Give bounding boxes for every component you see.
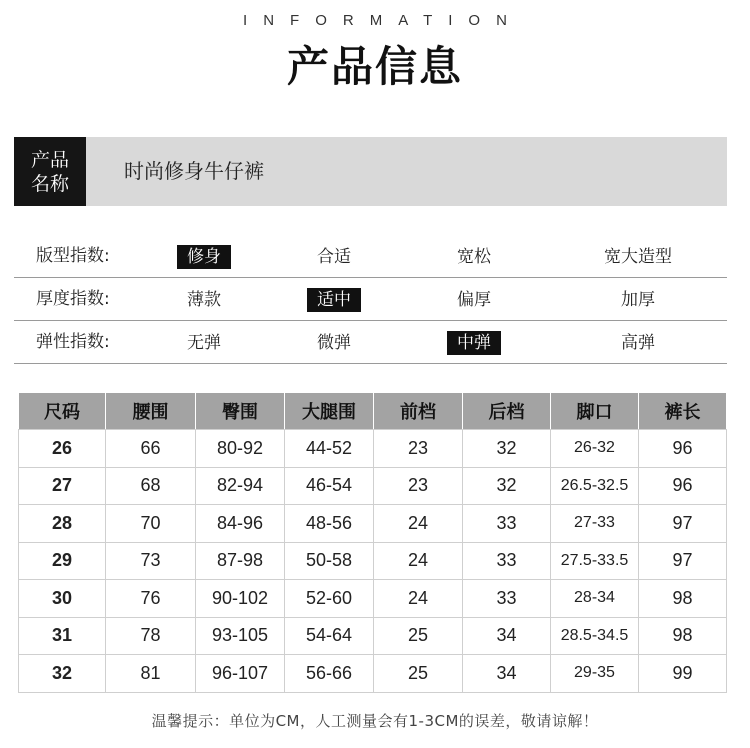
index-option: 偏厚 — [457, 289, 491, 310]
column-header: 大腿围 — [285, 393, 374, 430]
table-cell: 46-54 — [285, 467, 374, 505]
table-header-row — [19, 393, 727, 430]
table-cell: 52-60 — [285, 580, 374, 618]
index-row-elasticity — [14, 321, 727, 364]
table-cell: 96 — [639, 430, 727, 468]
table-row — [19, 617, 727, 655]
size-cell: 29 — [19, 542, 106, 580]
column-header: 腰围 — [106, 393, 196, 430]
index-label: 厚度指数: — [36, 289, 110, 309]
table-cell: 26.5-32.5 — [551, 467, 639, 505]
size-cell: 26 — [19, 430, 106, 468]
table-cell: 97 — [639, 505, 727, 543]
table-cell: 98 — [639, 580, 727, 618]
table-cell: 29-35 — [551, 655, 639, 693]
table-row — [19, 542, 727, 580]
product-tag-line1: 产品 — [30, 148, 69, 171]
index-option: 加厚 — [621, 289, 655, 310]
size-cell: 28 — [19, 505, 106, 543]
size-table — [18, 392, 727, 693]
table-cell: 27.5-33.5 — [551, 542, 639, 580]
table-cell: 27-33 — [551, 505, 639, 543]
table-cell: 33 — [463, 505, 551, 543]
index-option: 高弹 — [621, 332, 655, 353]
index-option: 合适 — [317, 246, 351, 267]
table-cell: 24 — [374, 505, 463, 543]
table-cell: 90-102 — [196, 580, 285, 618]
size-cell: 30 — [19, 580, 106, 618]
table-cell: 23 — [374, 467, 463, 505]
table-cell: 24 — [374, 542, 463, 580]
product-name: 时尚修身牛仔裤 — [124, 159, 264, 183]
table-cell: 33 — [463, 580, 551, 618]
table-cell: 97 — [639, 542, 727, 580]
table-cell: 34 — [463, 617, 551, 655]
table-cell: 28-34 — [551, 580, 639, 618]
product-name-band — [14, 137, 727, 206]
size-cell: 31 — [19, 617, 106, 655]
table-cell: 68 — [106, 467, 196, 505]
index-option-selected: 中弹 — [409, 321, 539, 364]
table-cell: 82-94 — [196, 467, 285, 505]
index-row-thickness — [14, 278, 727, 321]
table-row — [19, 580, 727, 618]
index-option: 微弹 — [317, 332, 351, 353]
column-header: 前档 — [374, 393, 463, 430]
size-cell: 27 — [19, 467, 106, 505]
column-header: 臀围 — [196, 393, 285, 430]
measurement-note: 温馨提示：单位为CM，人工测量会有1-3CM的误差，敬请谅解！ — [151, 712, 599, 730]
section-eyebrow: INFORMATION — [243, 12, 523, 29]
index-option: 薄款 — [187, 289, 221, 310]
index-row-fit — [14, 235, 727, 278]
table-cell: 84-96 — [196, 505, 285, 543]
table-cell: 44-52 — [285, 430, 374, 468]
table-row — [19, 505, 727, 543]
table-cell: 34 — [463, 655, 551, 693]
table-row — [19, 467, 727, 505]
column-header: 尺码 — [19, 393, 106, 430]
index-option-selected: 适中 — [269, 278, 399, 321]
table-cell: 23 — [374, 430, 463, 468]
table-cell: 32 — [463, 430, 551, 468]
table-cell: 33 — [463, 542, 551, 580]
table-cell: 56-66 — [285, 655, 374, 693]
table-cell: 28.5-34.5 — [551, 617, 639, 655]
table-cell: 99 — [639, 655, 727, 693]
table-cell: 73 — [106, 542, 196, 580]
product-name-tag — [14, 137, 86, 206]
index-label: 版型指数: — [36, 246, 110, 266]
table-cell: 87-98 — [196, 542, 285, 580]
column-header: 后档 — [463, 393, 551, 430]
table-cell: 76 — [106, 580, 196, 618]
index-option: 宽大造型 — [604, 246, 672, 267]
index-grid — [14, 235, 727, 364]
table-cell: 54-64 — [285, 617, 374, 655]
index-option-selected: 修身 — [139, 235, 269, 278]
table-cell: 80-92 — [196, 430, 285, 468]
table-cell: 48-56 — [285, 505, 374, 543]
section-title: 产品信息 — [286, 42, 463, 91]
table-cell: 70 — [106, 505, 196, 543]
table-cell: 66 — [106, 430, 196, 468]
table-cell: 96-107 — [196, 655, 285, 693]
column-header: 脚口 — [551, 393, 639, 430]
table-cell: 25 — [374, 655, 463, 693]
product-tag-line2: 名称 — [30, 172, 69, 195]
table-cell: 81 — [106, 655, 196, 693]
index-option: 无弹 — [187, 332, 221, 353]
table-cell: 32 — [463, 467, 551, 505]
table-cell: 96 — [639, 467, 727, 505]
size-cell: 32 — [19, 655, 106, 693]
table-cell: 24 — [374, 580, 463, 618]
table-cell: 78 — [106, 617, 196, 655]
index-option: 宽松 — [457, 246, 491, 267]
table-cell: 93-105 — [196, 617, 285, 655]
table-row — [19, 655, 727, 693]
table-cell: 98 — [639, 617, 727, 655]
table-cell: 50-58 — [285, 542, 374, 580]
index-label: 弹性指数: — [36, 332, 110, 352]
column-header: 裤长 — [639, 393, 727, 430]
table-cell: 25 — [374, 617, 463, 655]
table-row — [19, 430, 727, 468]
table-cell: 26-32 — [551, 430, 639, 468]
